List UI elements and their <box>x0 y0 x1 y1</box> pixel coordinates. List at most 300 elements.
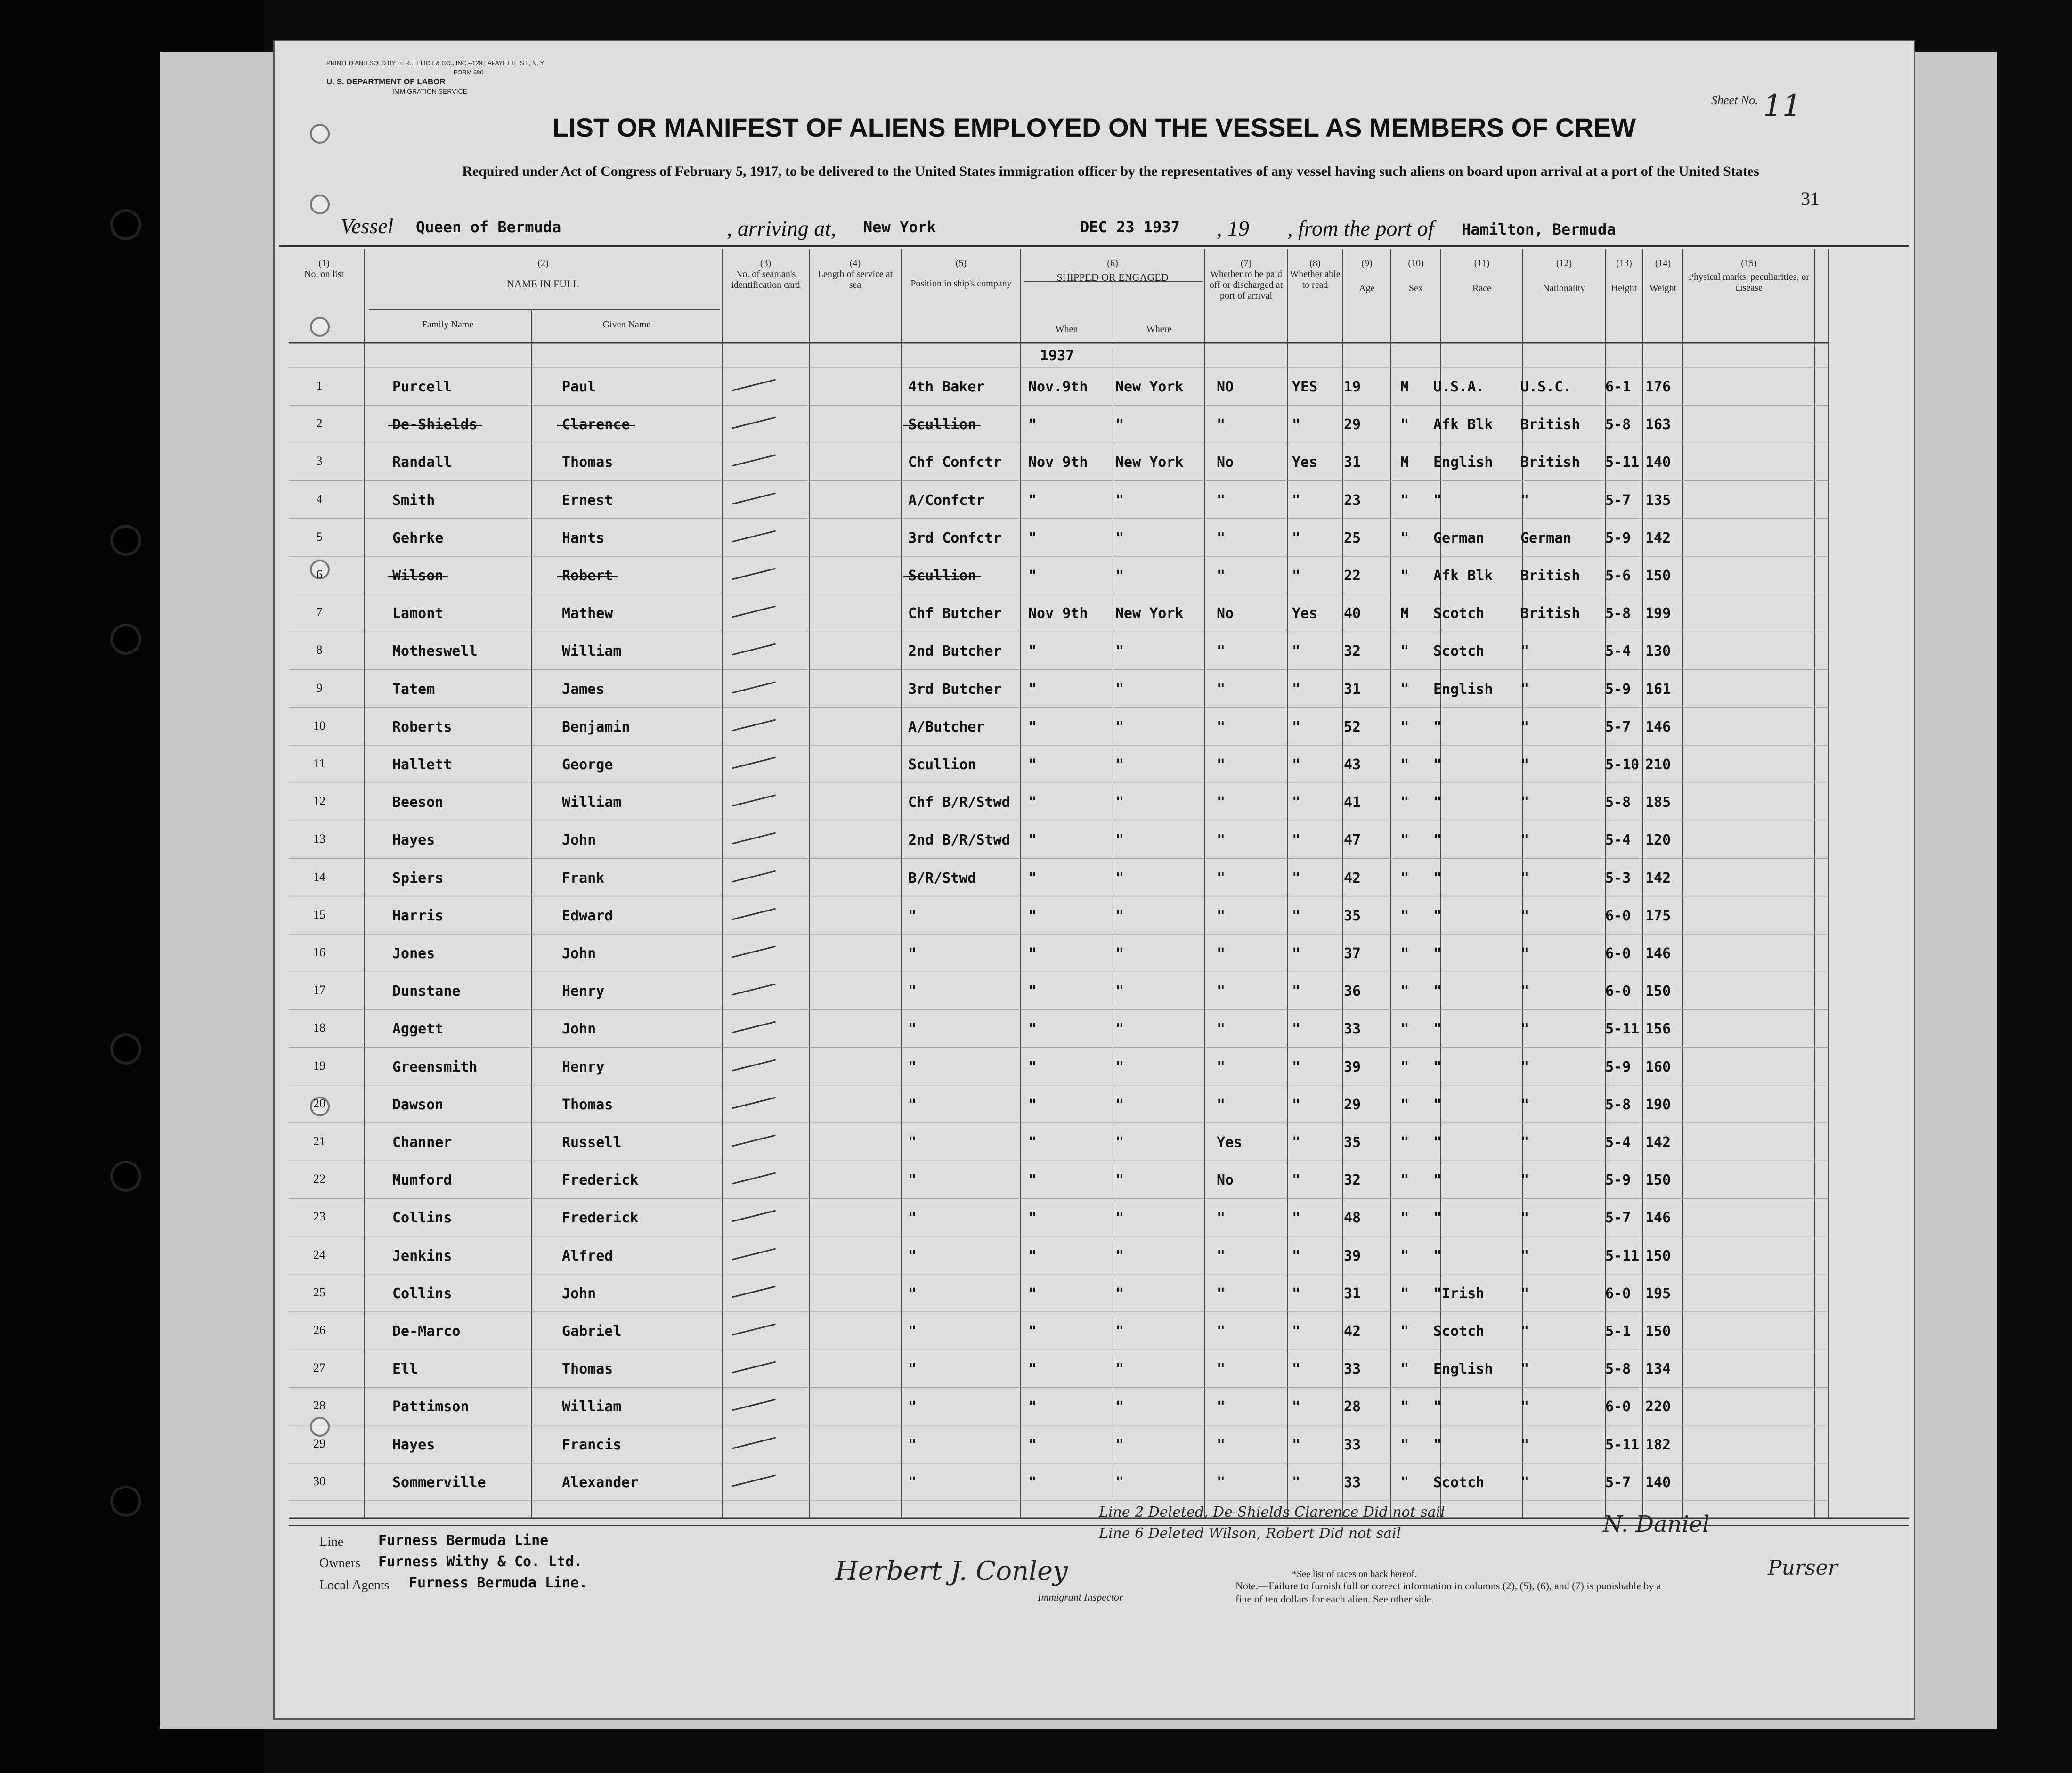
id-card-check-mark <box>732 1474 776 1487</box>
shipped-when: " <box>1028 983 1037 1000</box>
col6b-head: Where <box>1146 324 1172 334</box>
shipped-where: " <box>1115 1021 1124 1038</box>
nationality: " <box>1520 1134 1529 1151</box>
shipped-where: " <box>1115 1096 1124 1113</box>
weight: 210 <box>1645 756 1671 773</box>
age: 31 <box>1344 1285 1361 1302</box>
height: 5-11 <box>1605 1247 1640 1264</box>
paid-off: " <box>1217 718 1226 735</box>
nationality: German <box>1520 529 1572 546</box>
shipped-when: " <box>1028 832 1037 849</box>
given-name: Hants <box>562 529 605 546</box>
shipped-where: " <box>1115 492 1124 509</box>
position: 3rd Confctr <box>908 529 1002 546</box>
table-row <box>275 485 1914 519</box>
sex: " <box>1400 1172 1409 1189</box>
height: 5-8 <box>1605 1096 1631 1113</box>
row-number: 18 <box>313 1021 325 1035</box>
age: 33 <box>1344 1436 1361 1453</box>
line-label: Line <box>319 1535 344 1549</box>
col1-head: (1) No. on list <box>304 258 344 279</box>
vessel-label: Vessel <box>341 214 394 238</box>
age: 48 <box>1344 1210 1361 1227</box>
id-card-check-mark <box>732 1172 776 1185</box>
sheet-number: 11 <box>1763 89 1802 123</box>
sex: " <box>1400 416 1409 433</box>
arrival-date: DEC 23 1937 <box>1080 218 1180 236</box>
weight: 142 <box>1645 870 1671 886</box>
paid-off: " <box>1217 1399 1226 1415</box>
printer-line: PRINTED AND SOLD BY H. R. ELLIOT & CO., INC.--129 LAFAYETTE ST., N. Y. <box>326 59 545 66</box>
age: 31 <box>1344 681 1361 698</box>
paid-off: No <box>1217 605 1234 622</box>
col6a-head: When <box>1055 324 1078 334</box>
table-row <box>275 674 1914 708</box>
purser-label: Purser <box>1768 1556 1838 1580</box>
id-card-check-mark <box>732 530 776 542</box>
paid-off: " <box>1217 1096 1226 1113</box>
purser-signature: N. Daniel <box>1603 1511 1710 1537</box>
shipped-when: " <box>1028 945 1037 962</box>
age: 22 <box>1344 568 1361 584</box>
age: 40 <box>1344 605 1361 622</box>
row-number: 20 <box>313 1096 325 1110</box>
family-name: Hayes <box>392 832 435 849</box>
able-to-read: " <box>1292 1172 1301 1189</box>
family-name: Mumford <box>392 1172 452 1189</box>
weight: 146 <box>1645 945 1671 962</box>
paid-off: " <box>1217 1021 1226 1038</box>
family-name: Tatem <box>392 681 435 698</box>
table-row <box>275 1051 1914 1085</box>
position: 3rd Butcher <box>908 681 1002 698</box>
nationality: " <box>1520 945 1529 962</box>
id-card-check-mark <box>732 832 776 845</box>
row-number: 26 <box>313 1323 325 1337</box>
height: 5-4 <box>1605 643 1631 660</box>
col5-head: (5) Position in ship's company <box>910 258 1012 289</box>
col9-head: (9) Age <box>1359 258 1375 293</box>
table-row <box>275 900 1914 934</box>
nationality: British <box>1520 416 1580 433</box>
weight: 150 <box>1645 983 1671 1000</box>
height: 6-0 <box>1605 983 1631 1000</box>
height: 5-8 <box>1605 416 1631 433</box>
able-to-read: " <box>1292 718 1301 735</box>
service: IMMIGRATION SERVICE <box>392 88 467 95</box>
from-port: Hamilton, Bermuda <box>1462 220 1616 238</box>
binder-hole <box>113 212 138 237</box>
race: " <box>1433 718 1442 735</box>
table-row <box>275 1316 1914 1350</box>
id-card-check-mark <box>732 1248 776 1260</box>
row-number: 22 <box>313 1172 325 1186</box>
given-name: Russell <box>562 1134 622 1151</box>
height: 6-0 <box>1605 907 1631 924</box>
col2-head: (2) NAME IN FULL <box>507 258 579 290</box>
row-number: 6 <box>316 568 323 581</box>
given-name: Ernest <box>562 492 613 509</box>
table-row <box>275 1391 1914 1425</box>
deletion-note-1: Line 2 Deleted, De-Shields Clarence Did not sail <box>1099 1504 1445 1521</box>
able-to-read: " <box>1292 681 1301 698</box>
position: " <box>908 1399 917 1415</box>
shipped-when: " <box>1028 794 1037 811</box>
shipped-when: " <box>1028 1285 1037 1302</box>
id-card-check-mark <box>732 1021 776 1033</box>
given-name: Francis <box>562 1436 622 1453</box>
age: 25 <box>1344 529 1361 546</box>
manifest-sheet <box>273 40 1915 1720</box>
height: 5-1 <box>1605 1323 1631 1340</box>
family-name: Channer <box>392 1134 452 1151</box>
height: 5-9 <box>1605 681 1631 698</box>
row-number: 27 <box>313 1361 325 1375</box>
shipped-when: " <box>1028 681 1037 698</box>
col8-head: (8) Whether able to read <box>1290 258 1341 290</box>
id-card-check-mark <box>732 1210 776 1222</box>
shipped-when: " <box>1028 1323 1037 1340</box>
position: " <box>908 1436 917 1453</box>
paid-off: " <box>1217 870 1226 886</box>
table-row <box>275 824 1914 858</box>
table-row <box>275 976 1914 1009</box>
table-row <box>275 862 1914 896</box>
id-card-check-mark <box>732 719 776 731</box>
sex: M <box>1400 454 1409 471</box>
deletion-note-2: Line 6 Deleted Wilson, Robert Did not sail <box>1099 1525 1401 1542</box>
table-row <box>275 938 1914 972</box>
position: " <box>908 1361 917 1378</box>
page-number: 31 <box>1801 188 1820 209</box>
age: 31 <box>1344 454 1361 471</box>
position: " <box>908 1134 917 1151</box>
nationality: " <box>1520 1096 1529 1113</box>
department: U. S. DEPARTMENT OF LABOR <box>326 77 446 86</box>
family-name: Aggett <box>392 1021 444 1038</box>
table-row <box>275 711 1914 745</box>
able-to-read: " <box>1292 1323 1301 1340</box>
position: 2nd Butcher <box>908 643 1002 660</box>
sex: M <box>1400 605 1409 622</box>
able-to-read: " <box>1292 1134 1301 1151</box>
given-name: Frederick <box>562 1210 639 1227</box>
shipped-where: " <box>1115 1172 1124 1189</box>
family-name: Lamont <box>392 605 444 622</box>
height: 5-7 <box>1605 718 1631 735</box>
paid-off: " <box>1217 1285 1226 1302</box>
position: A/Confctr <box>908 492 985 509</box>
paid-off: " <box>1217 1323 1226 1340</box>
inspector-label: Immigrant Inspector <box>1038 1591 1123 1603</box>
given-name: Thomas <box>562 454 613 471</box>
table-row <box>275 787 1914 821</box>
col2b-head: Given Name <box>602 319 651 330</box>
shipped-where: " <box>1115 1474 1124 1491</box>
race: Scotch <box>1433 643 1485 660</box>
height: 5-7 <box>1605 492 1631 509</box>
id-card-check-mark <box>732 757 776 769</box>
nationality: " <box>1520 1361 1529 1378</box>
family-name: Hayes <box>392 1436 435 1453</box>
sex: " <box>1400 529 1409 546</box>
shipped-where: " <box>1115 1361 1124 1378</box>
agents-value: Furness Bermuda Line. <box>409 1575 588 1591</box>
able-to-read: " <box>1292 1436 1301 1453</box>
weight: 150 <box>1645 1247 1671 1264</box>
able-to-read: " <box>1292 945 1301 962</box>
position: Scullion <box>908 416 976 433</box>
given-name: John <box>562 1021 596 1038</box>
height: 5-6 <box>1605 568 1631 584</box>
paid-off: " <box>1217 1436 1226 1453</box>
shipped-when: " <box>1028 492 1037 509</box>
table-row <box>275 1240 1914 1274</box>
sex: " <box>1400 1361 1409 1378</box>
shipped-when: Nov.9th <box>1028 379 1088 395</box>
family-name: Greensmith <box>392 1058 478 1075</box>
family-name: Pattimson <box>392 1399 469 1415</box>
given-name: Alfred <box>562 1247 613 1264</box>
shipped-where: " <box>1115 832 1124 849</box>
given-name: Frederick <box>562 1172 639 1189</box>
age: 19 <box>1344 379 1361 395</box>
line-value: Furness Bermuda Line <box>378 1532 549 1549</box>
given-name: Paul <box>562 379 596 395</box>
weight: 156 <box>1645 1021 1671 1038</box>
able-to-read: " <box>1292 643 1301 660</box>
id-card-check-mark <box>732 870 776 882</box>
race: " <box>1433 1399 1442 1415</box>
id-card-check-mark <box>732 492 776 504</box>
shipped-where: New York <box>1115 379 1184 395</box>
position: " <box>908 1285 917 1302</box>
height: 5-8 <box>1605 605 1631 622</box>
given-name: George <box>562 756 613 773</box>
year-note: 1937 <box>1040 348 1074 364</box>
row-number: 28 <box>313 1399 325 1413</box>
col4-head: (4) Length of service at sea <box>817 258 893 290</box>
nationality: " <box>1520 1021 1529 1038</box>
shipped-when: Nov 9th <box>1028 605 1088 622</box>
shipped-where: " <box>1115 1323 1124 1340</box>
shipped-where: " <box>1115 643 1124 660</box>
paid-off: No <box>1217 454 1234 471</box>
able-to-read: " <box>1292 870 1301 886</box>
weight: 220 <box>1645 1399 1671 1415</box>
table-row <box>275 1089 1914 1123</box>
sheet-label: Sheet No. <box>1711 93 1758 107</box>
shipped-when: " <box>1028 907 1037 924</box>
id-card-check-mark <box>732 1135 776 1147</box>
race: " <box>1433 945 1442 962</box>
table-row <box>275 1202 1914 1236</box>
position: Chf Confctr <box>908 454 1002 471</box>
id-card-check-mark <box>732 1437 776 1449</box>
shipped-where: " <box>1115 529 1124 546</box>
id-card-check-mark <box>732 1059 776 1071</box>
able-to-read: " <box>1292 1361 1301 1378</box>
sex: " <box>1400 832 1409 849</box>
able-to-read: " <box>1292 1058 1301 1075</box>
id-card-check-mark <box>732 643 776 656</box>
family-name: Ell <box>392 1361 418 1378</box>
shipped-where: " <box>1115 718 1124 735</box>
position: Chf Butcher <box>908 605 1002 622</box>
row-number: 4 <box>316 492 323 506</box>
given-name: John <box>562 1285 596 1302</box>
given-name: Henry <box>562 983 605 1000</box>
id-card-check-mark <box>732 1324 776 1336</box>
shipped-where: " <box>1115 1399 1124 1415</box>
nationality: " <box>1520 794 1529 811</box>
nationality: U.S.C. <box>1520 379 1572 395</box>
position: Chf B/R/Stwd <box>908 794 1010 811</box>
age: 29 <box>1344 1096 1361 1113</box>
row-number: 15 <box>313 907 325 921</box>
row-number: 19 <box>313 1058 325 1073</box>
family-name: Beeson <box>392 794 444 811</box>
table-row <box>275 1127 1914 1161</box>
weight: 140 <box>1645 454 1671 471</box>
height: 5-9 <box>1605 529 1631 546</box>
weight: 146 <box>1645 1210 1671 1227</box>
position: " <box>908 1058 917 1075</box>
nationality: " <box>1520 1210 1529 1227</box>
race: Afk Blk <box>1433 568 1493 584</box>
family-name: Spiers <box>392 870 444 886</box>
owners-label: Owners <box>319 1556 361 1570</box>
shipped-where: " <box>1115 794 1124 811</box>
id-card-check-mark <box>732 1097 776 1109</box>
height: 6-0 <box>1605 1285 1631 1302</box>
race: Scotch <box>1433 605 1485 622</box>
table-row <box>275 1278 1914 1312</box>
weight: 134 <box>1645 1361 1671 1378</box>
weight: 161 <box>1645 681 1671 698</box>
sex: " <box>1400 1247 1409 1264</box>
paid-off: " <box>1217 983 1226 1000</box>
paid-off: " <box>1217 1058 1226 1075</box>
paid-off: " <box>1217 907 1226 924</box>
given-name: Frank <box>562 870 605 886</box>
row-number: 24 <box>313 1247 325 1261</box>
age: 42 <box>1344 870 1361 886</box>
shipped-when: " <box>1028 1474 1037 1491</box>
race: " <box>1433 794 1442 811</box>
shipped-when: " <box>1028 718 1037 735</box>
nationality: British <box>1520 454 1580 471</box>
shipped-where: " <box>1115 983 1124 1000</box>
nationality: " <box>1520 492 1529 509</box>
age: 33 <box>1344 1361 1361 1378</box>
weight: 140 <box>1645 1474 1671 1491</box>
paid-off: " <box>1217 832 1226 849</box>
able-to-read: " <box>1292 983 1301 1000</box>
nationality: " <box>1520 1247 1529 1264</box>
weight: 176 <box>1645 379 1671 395</box>
table-row <box>275 1013 1914 1047</box>
binder-hole <box>113 528 138 553</box>
family-name: Motheswell <box>392 643 478 660</box>
race: " <box>1433 907 1442 924</box>
race: " <box>1433 1096 1442 1113</box>
height: 5-7 <box>1605 1210 1631 1227</box>
race: English <box>1433 1361 1493 1378</box>
shipped-when: " <box>1028 1210 1037 1227</box>
shipped-when: " <box>1028 1247 1037 1264</box>
weight: 150 <box>1645 1323 1671 1340</box>
race: " <box>1433 983 1442 1000</box>
age: 32 <box>1344 643 1361 660</box>
position: " <box>908 1474 917 1491</box>
position: " <box>908 983 917 1000</box>
position: " <box>908 1096 917 1113</box>
able-to-read: " <box>1292 832 1301 849</box>
shipped-when: " <box>1028 1058 1037 1075</box>
age: 35 <box>1344 1134 1361 1151</box>
paid-off: No <box>1217 1172 1234 1189</box>
weight: 120 <box>1645 832 1671 849</box>
nationality: " <box>1520 1436 1529 1453</box>
race: German <box>1433 529 1485 546</box>
shipped-where: " <box>1115 1210 1124 1227</box>
family-name: Dawson <box>392 1096 444 1113</box>
age: 33 <box>1344 1021 1361 1038</box>
height: 5-3 <box>1605 870 1631 886</box>
paid-off: " <box>1217 681 1226 698</box>
shipped-when: " <box>1028 416 1037 433</box>
given-name: Robert <box>562 568 613 584</box>
given-name: Edward <box>562 907 613 924</box>
height: 6-0 <box>1605 945 1631 962</box>
able-to-read: " <box>1292 1210 1301 1227</box>
race: " <box>1433 1436 1442 1453</box>
binder-hole <box>113 626 138 652</box>
sex: " <box>1400 1474 1409 1491</box>
paid-off: " <box>1217 945 1226 962</box>
paid-off: " <box>1217 529 1226 546</box>
sex: " <box>1400 983 1409 1000</box>
sex: " <box>1400 718 1409 735</box>
paid-off: " <box>1217 643 1226 660</box>
col12-head: (12) Nationality <box>1543 258 1585 293</box>
id-card-check-mark <box>732 984 776 996</box>
sex: " <box>1400 1399 1409 1415</box>
family-name: De-Marco <box>392 1323 461 1340</box>
paid-off: " <box>1217 794 1226 811</box>
row-number: 9 <box>316 681 323 695</box>
row-number: 10 <box>313 718 325 732</box>
id-card-check-mark <box>732 417 776 429</box>
subtitle: Required under Act of Congress of February 5, 1917, to be delivered to the United States immigration officer by the representatives of any vessel having such aliens on board upon arrival at a port of the United States <box>462 163 1759 179</box>
race: " <box>1433 1134 1442 1151</box>
paid-off: " <box>1217 1210 1226 1227</box>
race: " <box>1433 1247 1442 1264</box>
weight: 195 <box>1645 1285 1671 1302</box>
race: " <box>1433 1021 1442 1038</box>
race: Scotch <box>1433 1474 1485 1491</box>
able-to-read: Yes <box>1292 605 1318 622</box>
shipped-where: " <box>1115 416 1124 433</box>
able-to-read: " <box>1292 1285 1301 1302</box>
id-card-check-mark <box>732 1285 776 1298</box>
vessel-name: Queen of Bermuda <box>416 218 561 236</box>
weight: 130 <box>1645 643 1671 660</box>
col10-head: (10) Sex <box>1408 258 1424 293</box>
position: 4th Baker <box>908 379 985 395</box>
row-number: 25 <box>313 1285 325 1299</box>
